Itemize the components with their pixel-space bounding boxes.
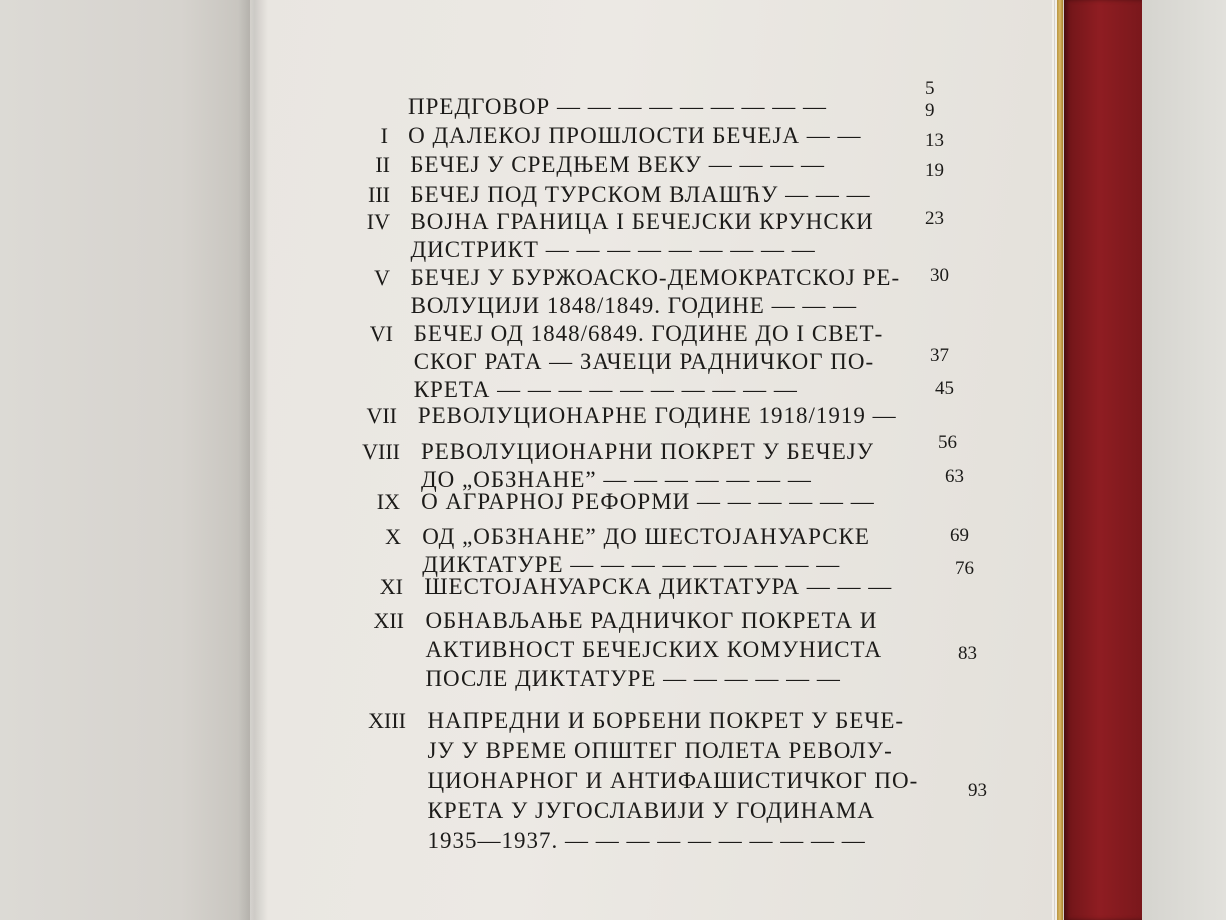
chapter-number: II <box>375 152 390 177</box>
chapter-title-line: БЕЧЕЈ У БУРЖОАСКО-ДЕМОКРАТСКОЈ РЕ- <box>410 265 901 290</box>
chapter-title-line: НАПРЕДНИ И БОРБЕНИ ПОКРЕТ У БЕЧЕ- <box>427 708 905 733</box>
chapter-title-line: О ДАЛЕКОЈ ПРОШЛОСТИ БЕЧЕЈА — — <box>408 123 862 148</box>
chapter-title-line: ШЕСТОЈАНУАРСКА ДИКТАТУРА — — — <box>424 574 893 599</box>
page-number: 76 <box>955 558 974 579</box>
page-number: 45 <box>935 378 954 399</box>
chapter-title-line: ДО „ОБЗНАНЕ” — — — — — — — <box>420 467 812 492</box>
page-number: 69 <box>950 525 969 546</box>
page-number: 30 <box>930 265 949 286</box>
chapter-title-line: БЕЧЕЈ У СРЕДЊЕМ ВЕКУ — — — — <box>410 152 825 177</box>
chapter-title-line: БЕЧЕЈ ОД 1848/6849. ГОДИНЕ ДО І СВЕТ- <box>413 321 884 346</box>
chapter-title-line: 1935—1937. — — — — — — — — — — <box>427 828 866 853</box>
chapter-title-line: ЈУ У ВРЕМЕ ОПШТЕГ ПОЛЕТА РЕВОЛУ- <box>427 738 893 763</box>
page-number: 56 <box>938 432 957 453</box>
chapter-title-line: БЕЧЕЈ ПОД ТУРСКОМ ВЛАШЋУ — — — <box>410 182 871 207</box>
chapter-title-line: ДИКТАТУРЕ — — — — — — — — — <box>422 552 841 577</box>
chapter-number: IV <box>366 209 390 234</box>
chapter-title-line: ОБНАВЉАЊЕ РАДНИЧКОГ ПОКРЕТА И <box>425 608 878 633</box>
page-number: 37 <box>930 345 949 366</box>
page-number: 23 <box>925 208 944 229</box>
chapter-title-line: ВОЈНА ГРАНИЦА І БЕЧЕЈСКИ КРУНСКИ <box>410 209 874 234</box>
chapter-number: XI <box>379 574 403 599</box>
chapter-number: XIII <box>368 708 406 733</box>
chapter-title-line: ПРЕДГОВОР — — — — — — — — — <box>408 94 827 119</box>
chapter-title-line: ЦИОНАРНОГ И АНТИФАШИСТИЧКОГ ПО- <box>427 768 919 793</box>
chapter-number: X <box>385 524 401 549</box>
page-number: 13 <box>925 130 944 151</box>
chapter-title-line: АКТИВНОСТ БЕЧЕЈСКИХ КОМУНИСТА <box>425 637 883 662</box>
chapter-number: I <box>380 123 388 148</box>
chapter-title-line: ПОСЛЕ ДИКТАТУРЕ — — — — — — <box>425 666 841 691</box>
chapter-number: VIII <box>362 439 400 464</box>
chapter-number: VII <box>366 403 397 428</box>
chapter-number: V <box>374 265 390 290</box>
chapter-title-line: ДИСТРИКТ — — — — — — — — — <box>410 237 816 262</box>
chapter-title-line: КРЕТА — — — — — — — — — — <box>413 377 798 402</box>
chapter-title-line: ВОЛУЦИЈИ 1848/1849. ГОДИНЕ — — — <box>410 293 858 318</box>
chapter-title-line: СКОГ РАТА — ЗАЧЕЦИ РАДНИЧКОГ ПО- <box>413 349 875 374</box>
chapter-title-line: О АГРАРНОЈ РЕФОРМИ — — — — — — <box>421 489 875 514</box>
chapter-number: XII <box>373 608 404 633</box>
chapter-number: VI <box>369 321 393 346</box>
chapter-title-line: ОД „ОБЗНАНЕ” ДО ШЕСТОЈАНУАРСКЕ <box>422 524 870 549</box>
page-number: 5 <box>925 78 935 99</box>
page-number: 9 <box>925 100 935 121</box>
page-number: 19 <box>925 160 944 181</box>
page-number: 83 <box>958 643 977 664</box>
page-number: 93 <box>968 780 987 801</box>
chapter-title-line: КРЕТА У ЈУГОСЛАВИЈИ У ГОДИНАМА <box>427 798 875 823</box>
chapter-title-line: РЕВОЛУЦИОНАРНЕ ГОДИНЕ 1918/1919 — <box>417 403 897 428</box>
chapter-number: IX <box>376 489 400 514</box>
chapter-title-line: РЕВОЛУЦИОНАРНИ ПОКРЕТ У БЕЧЕЈУ <box>420 439 875 464</box>
chapter-number: III <box>368 182 390 207</box>
page-number: 63 <box>945 466 964 487</box>
